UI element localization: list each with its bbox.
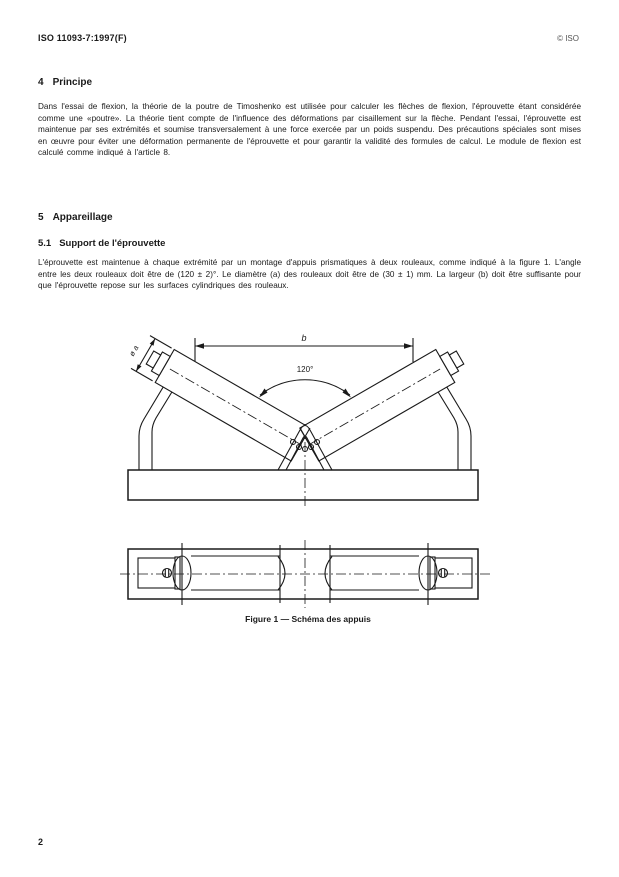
figure-1-caption: Figure 1 — Schéma des appuis (245, 614, 371, 624)
figure-1-drawing (118, 332, 498, 612)
dim-a-arrow-top (150, 339, 155, 346)
section-5-1-title: Support de l'éprouvette (59, 238, 166, 249)
dim-b-arrow-left (195, 343, 204, 348)
section-5-number: 5 (38, 212, 44, 223)
angle-dimension (259, 365, 351, 398)
base-plate (128, 470, 478, 500)
figure-plan-view (120, 540, 490, 608)
angle-arrow-left (259, 389, 268, 398)
dim-a-arrow-bottom (136, 364, 141, 371)
dim-a-label: ø a (127, 343, 141, 358)
angle-label: 120° (296, 365, 314, 374)
section-4-paragraph: Dans l'essai de flexion, la théorie de la poutre de Timoshenko est utilisée pour calculer les flèches de flexion, l'éprouvette étant considérée comme une «poutre». La théorie tient compte de l'influence des déformations par cisaillement sur la flèche. Pendant l'essai, l'éprouvette est maintenue par ses extrémités et soumise transversalement à une force exercée par un poids suspendu. Des précautions spéciales sont mises en œuvre pour éviter une déformation permanente de l'éprouvette et pour garantir la validité des formules de calcul. Le module de flexion est calculé comme indiqué à l'article 8. (38, 102, 581, 157)
dimension-b (195, 333, 413, 362)
header-copyright: © ISO (557, 34, 579, 43)
section-4-number: 4 (38, 77, 44, 88)
support-schematic-svg (118, 332, 498, 612)
support-arm-right (432, 379, 471, 472)
section-5-title: Appareillage (52, 212, 113, 223)
figure-front-view (127, 333, 478, 508)
section-5-1-number: 5.1 (38, 238, 52, 249)
section-5-1-paragraph: L'éprouvette est maintenue à chaque extrémité par un montage d'appuis prismatiques à deux rouleaux, comme indiqué à la figure 1. L'angle entre les deux rouleaux doit être de (120 ± 2)°. Le diamètre (a) des rouleaux doit être de (30 ± 1) mm. La largeur (b) doit être suffisante pour que l'éprouvette repose sur les surfaces cylindriques des rouleaux. (38, 258, 581, 290)
section-5-1-heading (38, 238, 165, 249)
page-number: 2 (38, 837, 44, 847)
dim-b-label: b (301, 333, 307, 343)
dim-b-arrow-right (404, 343, 413, 348)
section-4-title: Principe (52, 77, 93, 88)
support-arm-left (139, 379, 178, 472)
section-5-heading (38, 212, 113, 223)
section-4-heading (38, 77, 92, 88)
angle-arrow-right (343, 389, 352, 398)
header-doc-reference: ISO 11093-7:1997(F) (38, 33, 127, 43)
